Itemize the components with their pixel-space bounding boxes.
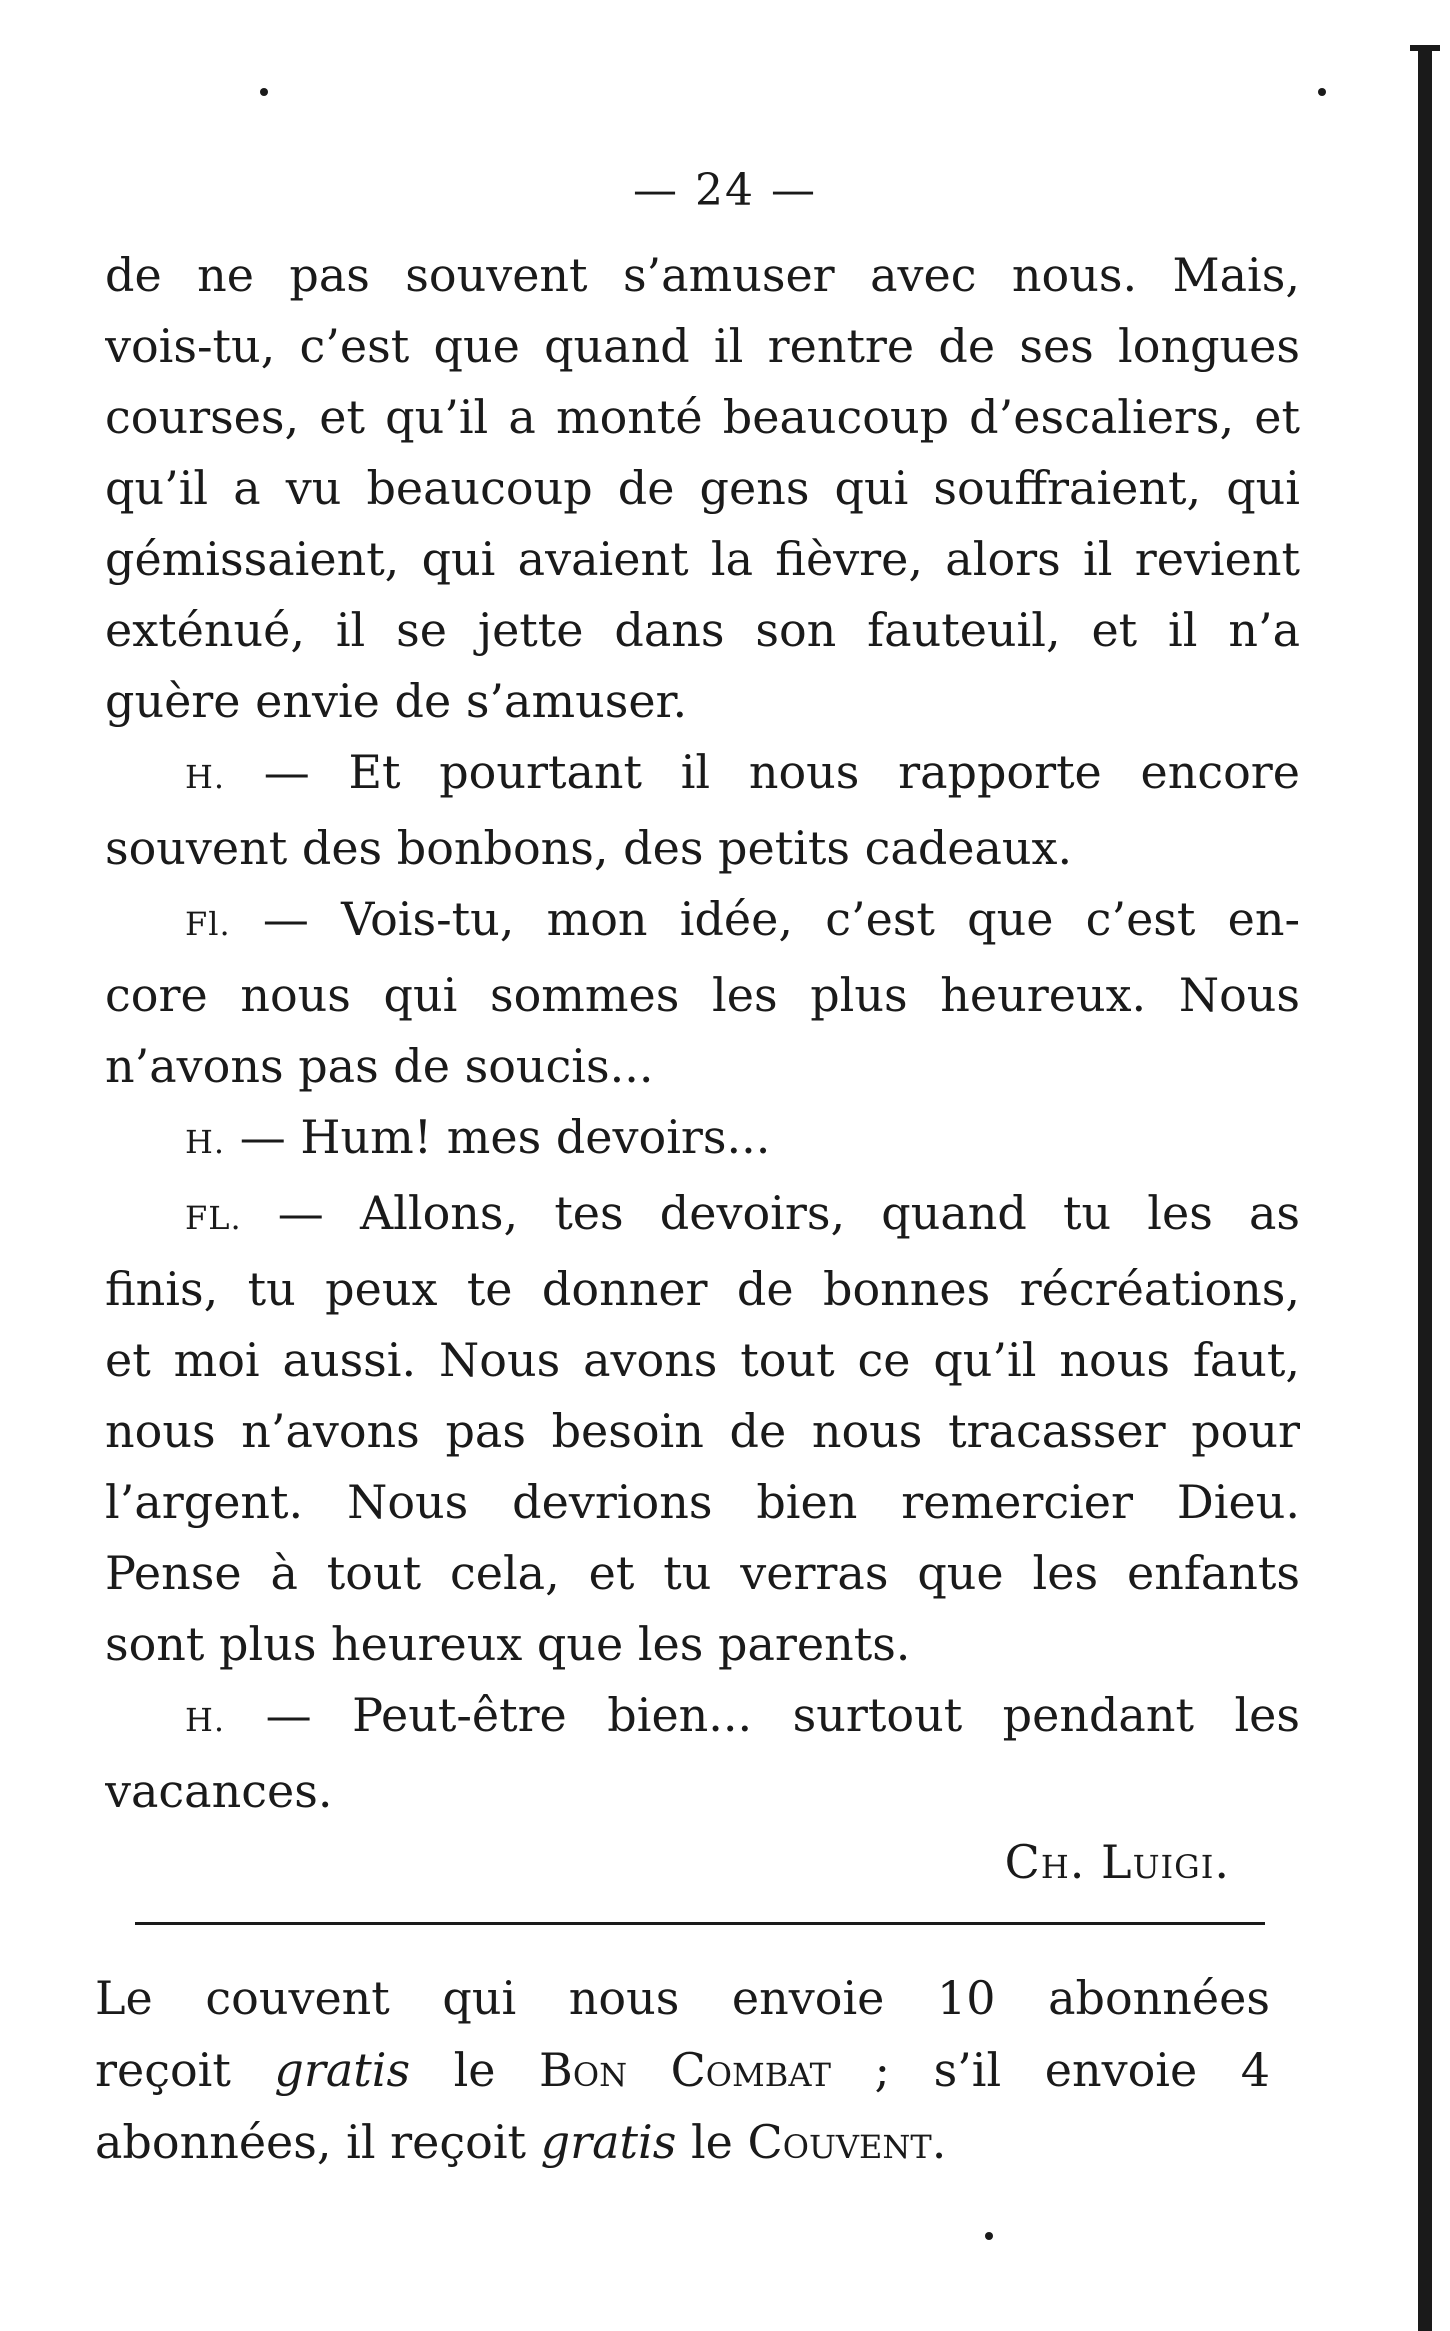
dialogue-line: vacances. [105, 1764, 333, 1818]
notice-line: Le couvent qui nous envoie 10 abonnées [95, 1971, 1270, 2025]
notice-text: le [676, 2115, 748, 2169]
page-number: — 24 — [633, 165, 817, 216]
text-line: exténué, il se jette dans son fauteuil, et il n’a [105, 603, 1300, 657]
dialogue-line [105, 884, 1300, 960]
dialogue-text: — Peut-être bien... surtout pendant les [265, 1688, 1300, 1742]
publication-title: Couvent [747, 2115, 932, 2169]
dialogue-line: sont plus heureux que les parents. [105, 1617, 911, 1671]
speaker-label: H. [185, 758, 226, 796]
dialogue-line [105, 1102, 1300, 1178]
notice-text: le [410, 2043, 540, 2097]
dialogue-text: — Vois-tu, mon idée, c’est que c’est en- [262, 892, 1300, 946]
dialogue-line [105, 1178, 1300, 1254]
dialogue-text: — Hum! mes devoirs... [239, 1110, 771, 1164]
speaker-label: H. [185, 1123, 226, 1161]
dialogue-line: n’avons pas de soucis... [105, 1039, 654, 1093]
body-text [105, 240, 1300, 1898]
speaker-label: FL. [185, 1199, 242, 1237]
speaker-label: Fl. [185, 905, 231, 943]
dialogue-text: — Et pourtant il nous rapporte encore [263, 745, 1300, 799]
dialogue-line [105, 737, 1300, 813]
dialogue-line: et moi aussi. Nous avons tout ce qu’il nous faut, [105, 1333, 1300, 1387]
text-line: gémissaient, qui avaient la fièvre, alors il revient [105, 532, 1300, 586]
text-line: vois-tu, c’est que quand il rentre de ses longues [105, 319, 1300, 373]
text-line: qu’il a vu beaucoup de gens qui souffraient, qui [105, 461, 1300, 515]
dialogue-line: finis, tu peux te donner de bonnes récréations, [105, 1262, 1300, 1316]
dialogue-text: — Allons, tes devoirs, quand tu les as [277, 1186, 1300, 1240]
notice-text: abonnées, il reçoit [95, 2115, 541, 2169]
dialogue-line: souvent des bonbons, des petits cadeaux. [105, 821, 1073, 875]
notice-text: ; s’il envoie 4 [831, 2043, 1270, 2097]
gratis-word: gratis [540, 2115, 677, 2169]
section-divider [135, 1922, 1265, 1925]
subscription-notice [95, 1962, 1270, 2178]
page-edge-bar [1418, 45, 1432, 2331]
print-speck [985, 2232, 993, 2240]
speaker-label: H. [185, 1701, 226, 1739]
dialogue-line: core nous qui sommes les plus heureux. Nous [105, 968, 1300, 1022]
print-speck [1318, 88, 1326, 96]
publication-title: Bon Combat [539, 2043, 832, 2097]
notice-line [95, 2034, 1270, 2106]
dialogue-line [105, 1680, 1300, 1756]
dialogue-line: l’argent. Nous devrions bien remercier Dieu. [105, 1475, 1300, 1529]
text-line: de ne pas souvent s’amuser avec nous. Mais, [105, 248, 1300, 302]
notice-line [95, 2106, 1270, 2178]
text-line: guère envie de s’amuser. [105, 674, 688, 728]
dialogue-line: Pense à tout cela, et tu verras que les enfants [105, 1546, 1300, 1600]
page-edge-bar-cap [1410, 45, 1440, 51]
text-line: courses, et qu’il a monté beaucoup d’escaliers, et [105, 390, 1300, 444]
print-speck [260, 88, 268, 96]
gratis-word: gratis [274, 2043, 411, 2097]
dialogue-line: nous n’avons pas besoin de nous tracasser pour [105, 1404, 1300, 1458]
author-signature: Ch. Luigi. [1004, 1835, 1230, 1889]
notice-text: reçoit [95, 2043, 275, 2097]
notice-text: . [931, 2115, 947, 2169]
